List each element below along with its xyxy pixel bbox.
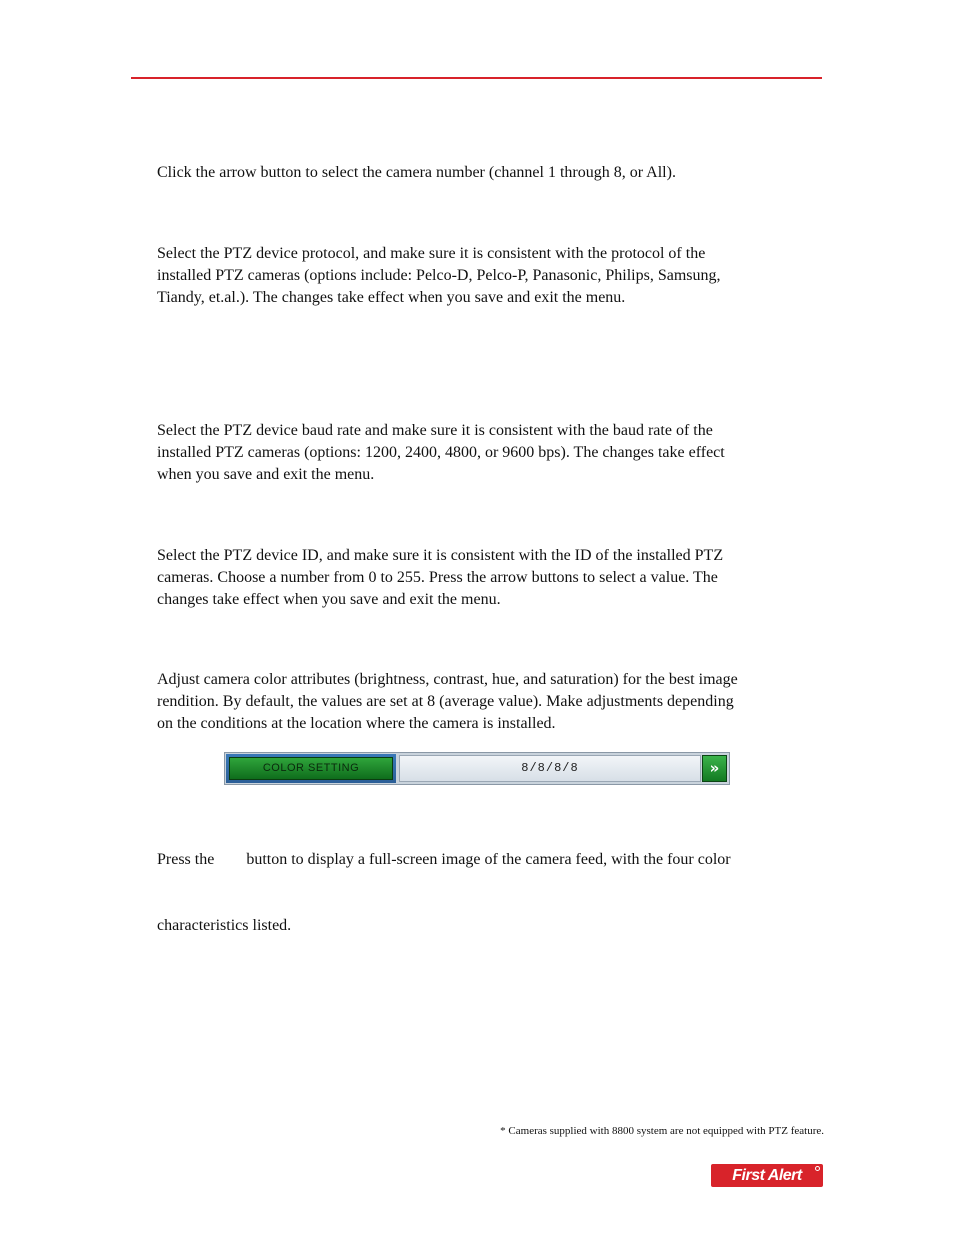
press-paragraph	[157, 805, 822, 959]
color-setting-label-frame	[226, 754, 396, 783]
press-line-1: Press the button to display a full-screen image of the camera feed, with the four color	[157, 851, 731, 868]
protocol-paragraph	[157, 243, 822, 309]
press-line-2: characteristics listed.	[157, 917, 292, 934]
device-id-paragraph	[157, 545, 822, 611]
color-setting-label: COLOR SETTING	[229, 757, 393, 780]
color-line-3: on the conditions at the location where the camera is installed.	[157, 715, 556, 732]
registered-mark-icon	[815, 1166, 820, 1171]
color-setting-osd-row	[224, 752, 730, 785]
color-line-1: Adjust camera color attributes (brightness, contrast, hue, and saturation) for the best image	[157, 671, 738, 688]
camera-line-1: Click the arrow button to select the camera number (channel 1 through 8, or All).	[157, 164, 676, 181]
baud-line-2: installed PTZ cameras (options: 1200, 2400, 4800, or 9600 bps). The changes take effect	[157, 444, 725, 461]
device-id-line-1: Select the PTZ device ID, and make sure it is consistent with the ID of the installed PTZ	[157, 547, 724, 564]
color-setting-value: 8/8/8/8	[399, 755, 701, 782]
double-arrow-right-icon[interactable]: »	[702, 755, 727, 782]
first-alert-logo	[711, 1164, 823, 1187]
color-line-2: rendition. By default, the values are set at 8 (average value). Make adjustments depending	[157, 693, 734, 710]
ptz-footnote: * Cameras supplied with 8800 system are not equipped with PTZ feature.	[500, 1125, 824, 1137]
protocol-line-1: Select the PTZ device protocol, and make sure it is consistent with the protocol of the	[157, 245, 706, 262]
logo-text: First Alert	[732, 1167, 802, 1184]
camera-paragraph	[157, 162, 822, 184]
protocol-line-2: installed PTZ cameras (options include: Pelco-D, Pelco-P, Panasonic, Philips, Samsung,	[157, 267, 721, 284]
protocol-line-3: Tiandy, et.al.). The changes take effect when you save and exit the menu.	[157, 289, 626, 306]
color-paragraph	[157, 669, 822, 735]
baud-paragraph	[157, 420, 822, 486]
baud-line-3: when you save and exit the menu.	[157, 466, 375, 483]
device-id-line-3: changes take effect when you save and exit the menu.	[157, 591, 501, 608]
baud-line-1: Select the PTZ device baud rate and make sure it is consistent with the baud rate of the	[157, 422, 713, 439]
header-rule	[131, 77, 822, 79]
device-id-line-2: cameras. Choose a number from 0 to 255. Press the arrow buttons to select a value. The	[157, 569, 718, 586]
